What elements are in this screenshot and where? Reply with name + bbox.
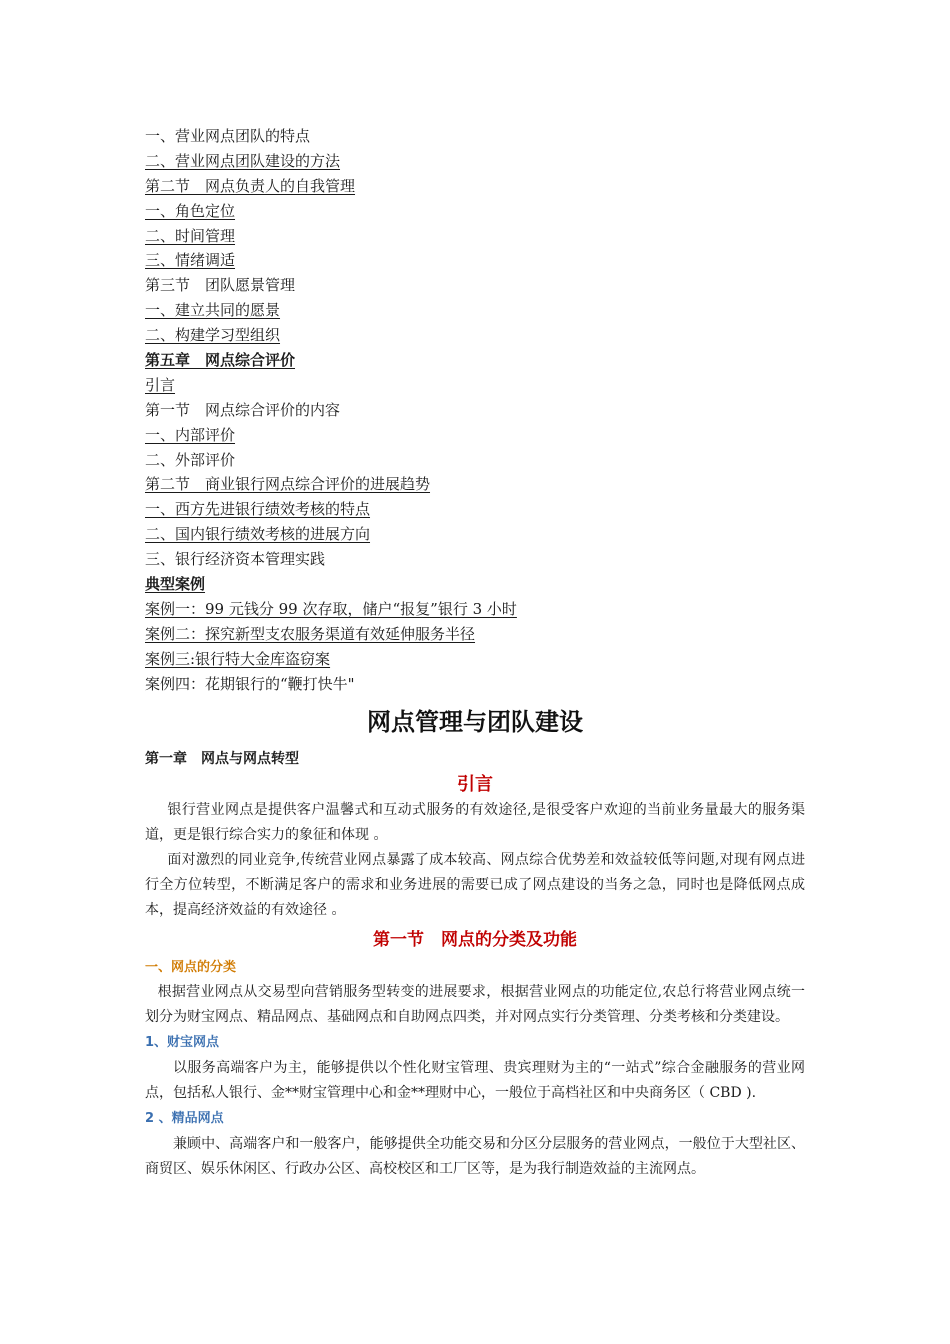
toc-link[interactable]: 案例二：探究新型支农服务渠道有效延伸服务半径 xyxy=(145,624,476,643)
document-title: 网点管理与团队建设 xyxy=(367,708,583,736)
toc-link[interactable]: 一、西方先进银行绩效考核的特点 xyxy=(145,500,371,519)
toc-link[interactable]: 二、时间管理 xyxy=(145,226,236,245)
toc-link[interactable]: 第五章 网点综合评价 xyxy=(145,351,296,370)
toc-line xyxy=(145,348,825,373)
toc-line xyxy=(145,149,825,174)
toc-link[interactable]: 第二节 商业银行网点综合评价的进展趋势 xyxy=(145,475,431,494)
toc-line xyxy=(145,248,825,273)
section-title: 第一节 网点的分类及功能 xyxy=(373,930,577,950)
toc-line xyxy=(145,522,825,547)
toc-link[interactable]: 案例一：99 元钱分 99 次存取，储户“报复”银行 3 小时 xyxy=(145,599,517,618)
toc-line xyxy=(145,224,825,249)
table-of-contents xyxy=(145,124,825,696)
toc-link[interactable]: 一、建立共同的愿景 xyxy=(145,301,281,320)
toc-link: 二、外部评价 xyxy=(145,450,236,469)
toc-line xyxy=(145,323,825,348)
item-paragraph-boutique: 兼顾中、高端客户和一般客户，能够提供全功能交易和分区分层服务的营业网点，一般位于大型社区、商贸区、娱乐休闲区、行政办公区、高校校区和工厂区等，是为我行制造效益的主流网点。 xyxy=(145,1136,805,1177)
toc-line xyxy=(145,472,825,497)
intro-paragraph-1: 银行营业网点是提供客户温馨式和互动式服务的有效途径,是很受客户欢迎的当前业务量最大的服务渠道，更是银行综合实力的象征和体现 。 xyxy=(145,802,805,843)
toc-link[interactable]: 二、国内银行绩效考核的进展方向 xyxy=(145,525,371,544)
toc-line xyxy=(145,124,825,149)
toc-line xyxy=(145,273,825,298)
toc-link: 第三节 团队愿景管理 xyxy=(145,276,296,295)
toc-link[interactable]: 一、内部评价 xyxy=(145,425,236,444)
toc-link: 第一节 网点综合评价的内容 xyxy=(145,400,341,419)
toc-link[interactable]: 典型案例 xyxy=(145,575,206,594)
toc-line xyxy=(145,572,825,597)
toc-line xyxy=(145,672,825,697)
toc-line xyxy=(145,597,825,622)
classification-paragraph: 根据营业网点从交易型向营销服务型转变的进展要求，根据营业网点的功能定位,农总行将营业网点统一划分为财宝网点、精品网点、基础网点和自助网点四类，并对网点实行分类管理、分类考核和分类建设。 xyxy=(145,984,805,1025)
toc-line xyxy=(145,398,825,423)
toc-link[interactable]: 三、情绪调适 xyxy=(145,251,236,270)
toc-link[interactable]: 一、角色定位 xyxy=(145,201,236,220)
subsection-heading: 一、网点的分类 xyxy=(145,960,237,975)
toc-line xyxy=(145,298,825,323)
toc-line xyxy=(145,547,825,572)
toc-link[interactable]: 案例三:银行特大金库盗窃案 xyxy=(145,649,331,668)
toc-link[interactable]: 引言 xyxy=(145,375,176,394)
item-heading-boutique: 2 、精品网点 xyxy=(145,1111,224,1126)
toc-link[interactable]: 二、营业网点团队建设的方法 xyxy=(145,151,341,170)
intro-heading: 引言 xyxy=(457,774,493,795)
toc-link: 一、营业网点团队的特点 xyxy=(145,127,311,145)
chapter-title: 第一章 网点与网点转型 xyxy=(145,751,299,767)
toc-line xyxy=(145,423,825,448)
main-content xyxy=(145,700,805,1182)
toc-line xyxy=(145,373,825,398)
item-heading-wealth: 1、财宝网点 xyxy=(145,1035,220,1050)
toc-line xyxy=(145,199,825,224)
toc-line xyxy=(145,448,825,473)
toc-link: 三、银行经济资本管理实践 xyxy=(145,550,326,569)
intro-paragraph-2: 面对激烈的同业竞争,传统营业网点暴露了成本较高、网点综合优势差和效益较低等问题,对现有网点进行全方位转型，不断满足客户的需求和业务进展的需要已成了网点建设的当务之急，同时也是降低网点成本，提高经济效益的有效途径 。 xyxy=(145,852,805,918)
toc-line xyxy=(145,174,825,199)
toc-link[interactable]: 二、构建学习型组织 xyxy=(145,326,281,345)
item-paragraph-wealth: 以服务高端客户为主，能够提供以个性化财宝管理、贵宾理财为主的“一站式”综合金融服务的营业网点，包括私人银行、金**财宝管理中心和金**理财中心，一般位于高档社区和中央商务区（ CBD ). xyxy=(145,1060,805,1101)
toc-link: 案例四：花期银行的“鞭打快牛" xyxy=(145,674,355,693)
toc-link[interactable]: 第二节 网点负责人的自我管理 xyxy=(145,176,356,195)
toc-line xyxy=(145,497,825,522)
toc-line xyxy=(145,647,825,672)
toc-line xyxy=(145,622,825,647)
